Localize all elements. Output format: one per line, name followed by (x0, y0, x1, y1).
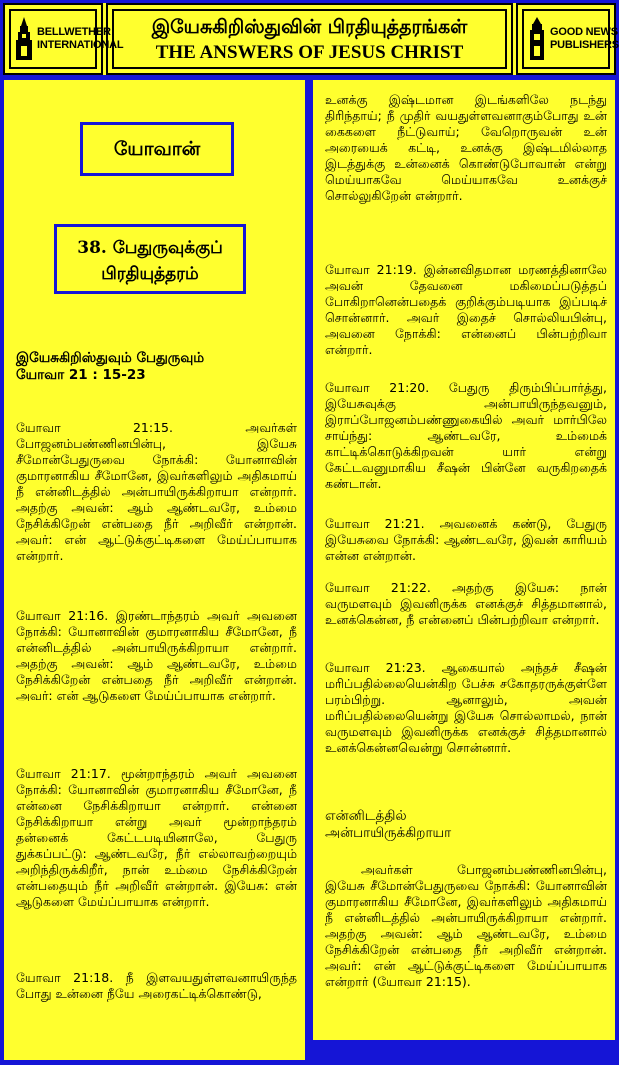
verse-18-start: யோவா 21:18. நீ இளவயதுள்ளவனாயிருந்த போது உன்னை நீயே அரைகட்டிக்கொண்டு, (16, 970, 297, 1001)
title-tamil: இயேசுகிறிஸ்துவின் பிரதியுத்தரங்கள் (151, 16, 468, 38)
section-heading (16, 350, 297, 384)
verse-16: யோவா 21:16. இரண்டாந்தரம் அவர் அவனை நோக்கி: யோனாவின் குமாரனாகிய சீமோனே, நீ என்னிடத்தில் அன்பாயிருக்கிறாயா என்றார். அதற்கு அவன்: ஆம் ஆண்டவரே, உம்மை நேசிக்கிறேன் என்பதை நீர் அறிவீர் என்றான். அவர்: என் ஆடுகளை மேய்ப்பாயாக என்றார். (16, 608, 297, 703)
bellwether-logo (3, 3, 124, 75)
header (3, 3, 619, 75)
subheading-line2: அன்பாயிருக்கிறாயா (325, 825, 452, 841)
tower-icon (527, 16, 547, 62)
section-title: இயேசுகிறிஸ்துவும் பேதுருவும் (16, 350, 205, 366)
verse-18-end: உனக்கு இஷ்டமான இடங்களிலே நடந்து திரிந்தாய்; நீ முதிர் வயதுள்ளவனாகும்போது உன் கைகளை நீட்டுவாய்; வேறொருவன் உன் அரையைக் கட்டி, உனக்கு இஷ்டமில்லாத இடத்துக்கு உன்னைக் கொண்டுபோவான் என்று மெய்யாகவே மெய்யாகவே உனக்குச் சொல்லுகிறேன் என்றார். (325, 92, 607, 203)
chapter-title (54, 224, 246, 294)
verse-19: யோவா 21:19. இன்னவிதமான மரணத்தினாலே அவன் தேவனை மகிமைப்படுத்தப் போகிறானென்பதைக் குறிக்கும்படியாக இப்படிச் சொன்னார். அவர் இதைச் சொல்லியபின்பு, அவனை நோக்கி: என்னைப் பின்பற்றிவா என்றார். (325, 262, 607, 357)
title-banner (106, 3, 513, 75)
closing-paragraph: அவர்கள் போஜனம்பண்ணினபின்பு, இயேசு சீமோன்பேதுருவை நோக்கி: யோனாவின் குமாரனாகிய சீமோனே, இவர்களிலும் அதிகமாய் நீ என்னிடத்தில் அன்பாயிருக்கிறாயா என்றார். அதற்கு அவன்: ஆம் ஆண்டவரே, உம்மை நேசிக்கிறேன் என்பதை நீர் அறிவீர் என்றான். அவர்: என் ஆட்டுக்குட்டிகளை மேய்ப்பாயாக என்றார் (யோவா 21:15). (325, 862, 607, 989)
section-ref: யோவா 21 : 15-23 (16, 367, 146, 383)
right-logo-line2: PUBLISHERS (550, 39, 619, 51)
verse-22: யோவா 21:22. அதற்கு இயேசு: நான் வருமளவும் இவனிருக்க எனக்குச் சித்தமானால், உனக்கென்ன, நீ என்னைப் பின்பற்றிவா என்றார். (325, 580, 607, 627)
verse-23: யோவா 21:23. ஆகையால் அந்தச் சீஷன் மரிப்பதில்லையென்கிற பேச்சு சகோதரருக்குள்ளே பரம்பிற்று. ஆனாலும், அவன் மரிப்பதில்லையென்று இயேசு சொல்லாமல், நான் வருமளவும் இவனிருக்க எனக்குச் சித்தமானால் உனக்கென்னவென்று சொன்னார். (325, 660, 607, 755)
verse-20: யோவா 21:20. பேதுரு திரும்பிப்பார்த்து, இயேசுவுக்கு அன்பாயிருந்தவனும், இராப்போஜனம்பண்ணுகையில் அவர் மார்பிலே சாய்ந்து: ஆண்டவரே, உம்மைக் காட்டிக்கொடுக்கிறவன் யார் என்று கேட்டவனுமாகிய சீஷன் பின்னே வருகிறதைக் கண்டான். (325, 380, 607, 491)
title-english: THE ANSWERS OF JESUS CHRIST (155, 42, 464, 63)
subheading-line1: என்னிடத்தில் (325, 808, 407, 824)
verse-21: யோவா 21:21. அவனைக் கண்டு, பேதுரு இயேசுவை நோக்கி: ஆண்டவரே, இவன் காரியம் என்ன என்றான். (325, 516, 607, 563)
right-logo-line1: GOOD NEWS (550, 26, 618, 38)
book-title: யோவான் (80, 122, 234, 176)
bell-tower-icon (14, 16, 34, 62)
left-logo-line2: INTERNATIONAL (37, 39, 124, 51)
right-column (313, 80, 615, 1040)
verse-15: யோவா 21:15. அவர்கள் போஜனம்பண்ணினபின்பு, இயேசு சீமோன்பேதுருவை நோக்கி: யோனாவின் குமாரனாகிய சீமோனே, இவர்களிலும் அதிகமாய் நீ என்னிடத்தில் அன்பாயிருக்கிறாயா என்றார். அதற்கு அவன்: ஆம் ஆண்டவரே, உம்மை நேசிக்கிறேன் என்பதை நீர் அறிவீர் என்றான். அவர்: என் ஆட்டுக்குட்டிகளை மேய்ப்பாயாக என்றார். (16, 420, 297, 563)
left-logo-line1: BELLWETHER (37, 26, 111, 38)
chapter-line1: 38. பேதுருவுக்குப் (77, 238, 223, 258)
good-news-logo (516, 3, 619, 75)
chapter-line2: பிரதியுத்தரம் (101, 264, 199, 284)
left-column (4, 80, 305, 1060)
verse-17: யோவா 21:17. மூன்றாந்தரம் அவர் அவனை நோக்கி: யோனாவின் குமாரனாகிய சீமோனே, நீ என்னை நேசிக்கிறாயா என்றார். என்னை நேசிக்கிறாயா என்று அவர் மூன்றாந்தரம் தன்னைக் கேட்டபடியினாலே, பேதுரு துக்கப்பட்டு: ஆண்டவரே, நீர் எல்லாவற்றையும் அறிந்திருக்கிறீர், நான் உம்மை நேசிக்கிறேன் என்பதையும் நீர் அறிவீர் என்றான். இயேசு: என் ஆடுகளை மேய்ப்பாயாக என்றார். (16, 766, 297, 909)
subheading (325, 808, 607, 842)
